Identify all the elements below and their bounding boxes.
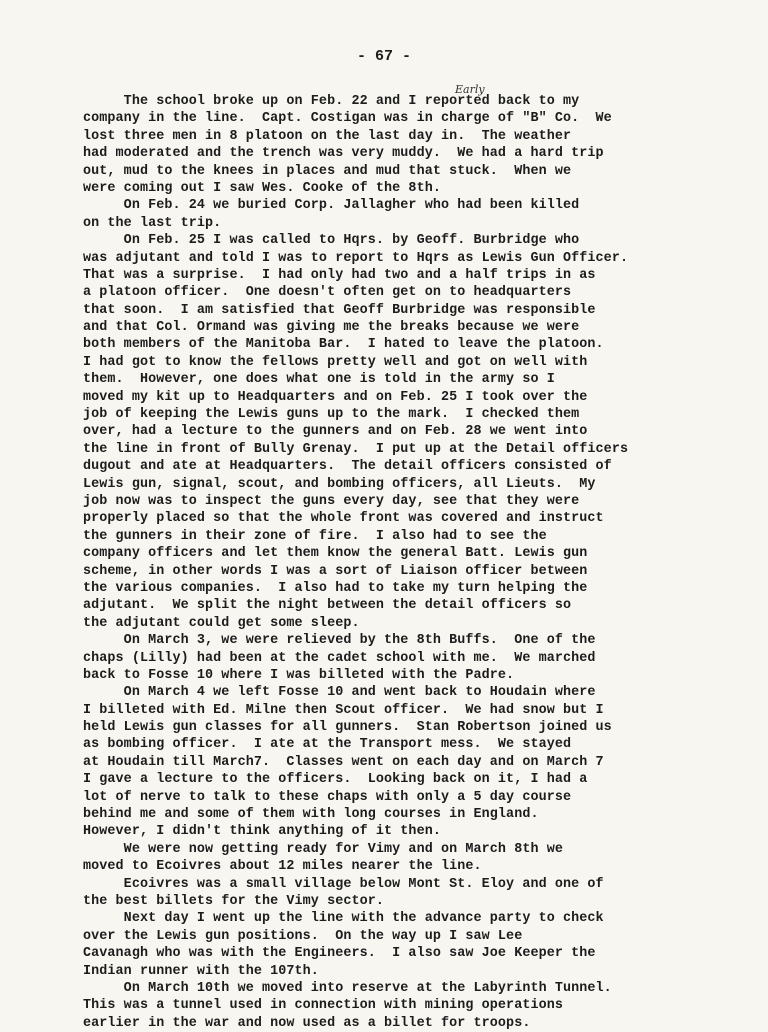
text-line: was adjutant and told I was to report to Hqrs as Lewis Gun Officer. xyxy=(83,250,629,266)
text-line: I billeted with Ed. Milne then Scout officer. We had snow but I xyxy=(83,702,604,718)
text-line: the adjutant could get some sleep. xyxy=(83,615,360,631)
text-line: them. However, one does what one is told in the army so I xyxy=(83,372,555,388)
text-line: The school broke up on Feb. 22 and I reported back to my xyxy=(83,94,580,109)
body-text xyxy=(83,93,723,1032)
text-line: company in the line. Capt. Costigan was in charge of "B" Co. We xyxy=(83,111,612,127)
text-line: and that Col. Ormand was giving me the breaks because we were xyxy=(83,320,580,336)
text-line: moved my kit up to Headquarters and on Feb. 25 I took over the xyxy=(83,389,588,405)
text-line: Lewis gun, signal, scout, and bombing officers, all Lieuts. My xyxy=(83,476,596,492)
text-line: This was a tunnel used in connection with mining operations xyxy=(83,998,564,1014)
text-line: were coming out I saw Wes. Cooke of the 8th. xyxy=(83,180,441,196)
text-line: Ecoivres was a small village below Mont St. Eloy and one of xyxy=(83,876,604,892)
text-line: chaps (Lilly) had been at the cadet school with me. We marched xyxy=(83,650,596,666)
text-line: moved to Ecoivres about 12 miles nearer the line. xyxy=(83,859,482,875)
page-number: - 67 - xyxy=(356,48,411,65)
text-line: On Feb. 24 we buried Corp. Jallagher who had been killed xyxy=(83,198,580,214)
text-line: company officers and let them know the general Batt. Lewis gun xyxy=(83,546,588,562)
text-line: That was a surprise. I had only had two and a half trips in as xyxy=(83,267,596,283)
text-line: behind me and some of them with long courses in England. xyxy=(83,807,539,823)
text-line: Cavanagh who was with the Engineers. I also saw Joe Keeper the xyxy=(83,946,596,962)
handwritten-note: Early xyxy=(455,83,485,96)
text-line: dugout and ate at Headquarters. The detail officers consisted of xyxy=(83,459,612,475)
text-line: as bombing officer. I ate at the Transport mess. We stayed xyxy=(83,737,572,753)
text-line: We were now getting ready for Vimy and on March 8th we xyxy=(83,841,564,857)
text-line: On March 10th we moved into reserve at the Labyrinth Tunnel. xyxy=(83,980,612,996)
text-line: On March 4 we left Fosse 10 and went back to Houdain where xyxy=(83,685,596,701)
text-line: on the last trip. xyxy=(83,215,222,231)
text-line: Next day I went up the line with the advance party to check xyxy=(83,911,604,927)
text-line: had moderated and the trench was very muddy. We had a hard trip xyxy=(83,146,604,162)
text-line: earlier in the war and now used as a billet for troops. xyxy=(83,1015,531,1031)
text-line: that soon. I am satisfied that Geoff Burbridge was responsible xyxy=(83,302,596,318)
text-line: job now was to inspect the guns every day, see that they were xyxy=(83,493,580,509)
text-line: at Houdain till March7. Classes went on each day and on March 7 xyxy=(83,754,604,770)
text-line: over, had a lecture to the gunners and on Feb. 28 we went into xyxy=(83,424,588,440)
text-line: On Feb. 25 I was called to Hqrs. by Geoff. Burbridge who xyxy=(83,233,580,249)
text-line: lost three men in 8 platoon on the last day in. The weather xyxy=(83,128,572,144)
text-line: properly placed so that the whole front was covered and instruct xyxy=(83,511,604,527)
text-line: the line in front of Bully Grenay. I put up at the Detail officers xyxy=(83,441,629,457)
text-line: the best billets for the Vimy sector. xyxy=(83,893,385,909)
text-line: However, I didn't think anything of it then. xyxy=(83,824,441,840)
text-line: held Lewis gun classes for all gunners. Stan Robertson joined us xyxy=(83,720,612,736)
text-line: a platoon officer. One doesn't often get on to headquarters xyxy=(83,285,572,301)
text-line: Indian runner with the 107th. xyxy=(83,963,319,979)
text-line: both members of the Manitoba Bar. I hated to leave the platoon. xyxy=(83,337,604,353)
text-line: over the Lewis gun positions. On the way up I saw Lee xyxy=(83,928,523,944)
text-line: On March 3, we were relieved by the 8th Buffs. One of the xyxy=(83,633,596,649)
text-line: scheme, in other words I was a sort of Liaison officer between xyxy=(83,563,588,579)
text-line: the various companies. I also had to take my turn helping the xyxy=(83,580,588,596)
text-line: job of keeping the Lewis guns up to the mark. I checked them xyxy=(83,407,580,423)
text-line: back to Fosse 10 where I was billeted with the Padre. xyxy=(83,667,515,683)
text-line: out, mud to the knees in places and mud that stuck. When we xyxy=(83,163,572,179)
text-line: lot of nerve to talk to these chaps with only a 5 day course xyxy=(83,789,572,805)
text-line: the gunners in their zone of fire. I also had to see the xyxy=(83,528,547,544)
text-line: I had got to know the fellows pretty well and got on well with xyxy=(83,354,588,370)
text-line: adjutant. We split the night between the detail officers so xyxy=(83,598,572,614)
text-line: I gave a lecture to the officers. Looking back on it, I had a xyxy=(83,772,588,788)
